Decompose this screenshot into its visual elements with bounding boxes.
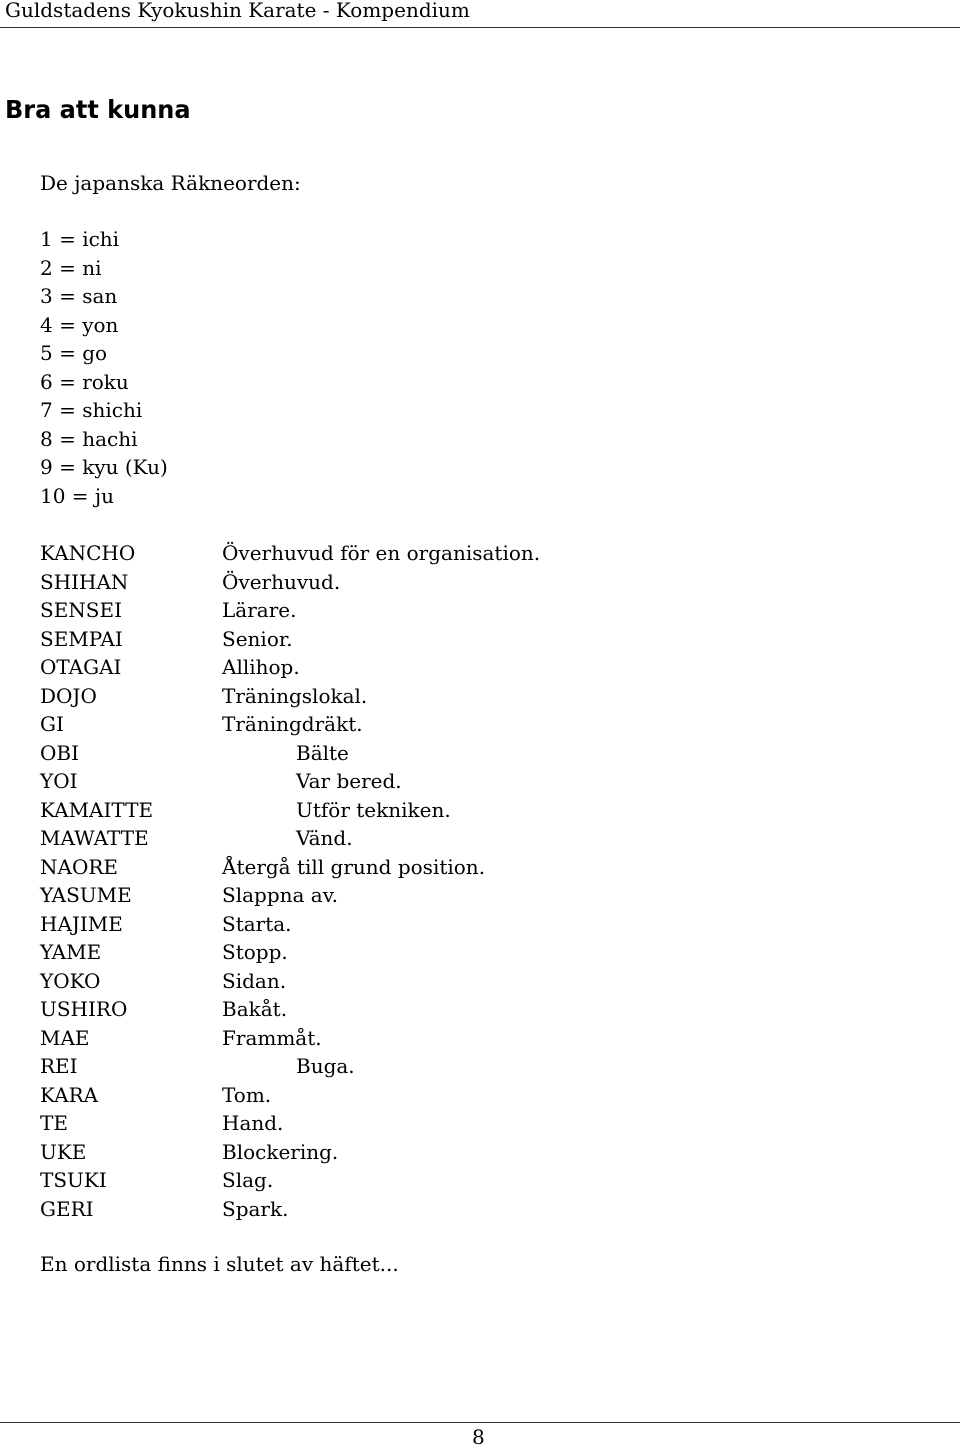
term-japanese: SHIHAN (40, 569, 129, 594)
term-meaning: Tom. (222, 1082, 272, 1107)
term-meaning: Spark. (222, 1196, 289, 1221)
term-meaning: Hand. (222, 1111, 284, 1135)
term-meaning: Buga. (296, 1054, 355, 1078)
term-japanese: UKE (40, 1139, 87, 1164)
term-japanese: YOKO (40, 968, 101, 993)
term-japanese: KANCHO (40, 541, 136, 565)
term-meaning: Frammåt. (222, 1025, 322, 1050)
term-meaning: Senior. (222, 626, 293, 651)
term-row (40, 1168, 640, 1197)
term-meaning: Återgå till grund position. (222, 854, 486, 879)
term-japanese: USHIRO (40, 997, 128, 1021)
term-meaning: Slag. (222, 1168, 274, 1192)
term-row (40, 541, 640, 570)
term-japanese: SENSEI (40, 598, 123, 622)
term-row (40, 826, 640, 855)
term-japanese: DOJO (40, 683, 97, 708)
term-japanese: YASUME (40, 883, 132, 907)
counting-list (40, 227, 168, 512)
count-item: 10 = ju (40, 483, 115, 508)
term-japanese: YOI (40, 769, 78, 793)
term-meaning: Sidan. (222, 968, 287, 993)
term-meaning: Bakåt. (222, 997, 288, 1021)
term-japanese: HAJIME (40, 911, 123, 936)
count-item: 8 = hachi (40, 426, 138, 451)
term-meaning: Överhuvud. (222, 569, 341, 594)
term-japanese: TSUKI (40, 1168, 107, 1192)
term-meaning: Överhuvud för en organisation. (222, 541, 541, 565)
term-japanese: OBI (40, 740, 79, 765)
header-divider (0, 27, 960, 28)
count-item: 7 = shichi (40, 398, 143, 422)
term-row (40, 1111, 640, 1140)
term-japanese: MAWATTE (40, 826, 149, 850)
term-row (40, 741, 640, 770)
count-item: 2 = ni (40, 255, 102, 280)
term-row (40, 1140, 640, 1169)
term-row (40, 684, 640, 713)
term-japanese: MAE (40, 1025, 90, 1050)
term-row (40, 627, 640, 656)
term-japanese: YAME (40, 940, 102, 964)
term-meaning: Utför tekniken. (296, 797, 451, 822)
term-row (40, 1026, 640, 1055)
count-item: 9 = kyu (Ku) (40, 455, 168, 479)
term-row (40, 1054, 640, 1083)
count-item: 5 = go (40, 341, 108, 365)
section-heading: Bra att kunna (5, 95, 191, 124)
term-meaning: Lärare. (222, 598, 297, 622)
term-japanese: KAMAITTE (40, 797, 154, 822)
count-item: 3 = san (40, 284, 118, 308)
term-japanese: REI (40, 1054, 78, 1078)
count-item: 1 = ichi (40, 227, 120, 251)
term-meaning: Vänd. (296, 826, 353, 850)
term-row (40, 969, 640, 998)
term-meaning: Träningslokal. (222, 683, 368, 708)
terminology-list (40, 541, 640, 1225)
term-row (40, 598, 640, 627)
term-meaning: Starta. (222, 911, 292, 936)
term-row (40, 940, 640, 969)
term-meaning: Slappna av. (222, 883, 338, 907)
term-row (40, 712, 640, 741)
glossary-note: En ordlista finns i slutet av häftet... (40, 1252, 399, 1276)
term-japanese: GI (40, 712, 64, 736)
term-row (40, 912, 640, 941)
term-meaning: Allihop. (222, 655, 300, 679)
term-row (40, 769, 640, 798)
document-header-title: Guldstadens Kyokushin Karate - Kompendium (5, 0, 470, 22)
term-row (40, 855, 640, 884)
term-row (40, 655, 640, 684)
term-meaning: Träningdräkt. (222, 712, 363, 736)
term-row (40, 798, 640, 827)
term-japanese: KARA (40, 1082, 99, 1107)
term-row (40, 997, 640, 1026)
page-number: 8 (472, 1425, 485, 1449)
term-row (40, 883, 640, 912)
term-japanese: NAORE (40, 854, 118, 879)
counting-intro: De japanska Räkneorden: (40, 171, 301, 195)
count-item: 6 = roku (40, 369, 129, 394)
footer-divider (0, 1422, 960, 1423)
term-meaning: Stopp. (222, 940, 288, 964)
term-row (40, 1197, 640, 1226)
term-meaning: Bälte (296, 740, 349, 765)
count-item: 4 = yon (40, 312, 119, 337)
term-japanese: OTAGAI (40, 655, 122, 679)
term-japanese: SEMPAI (40, 626, 123, 651)
term-japanese: TE (40, 1111, 68, 1135)
term-meaning: Var bered. (296, 769, 402, 793)
term-row (40, 1083, 640, 1112)
term-meaning: Blockering. (222, 1139, 339, 1164)
term-row (40, 570, 640, 599)
term-japanese: GERI (40, 1196, 94, 1221)
